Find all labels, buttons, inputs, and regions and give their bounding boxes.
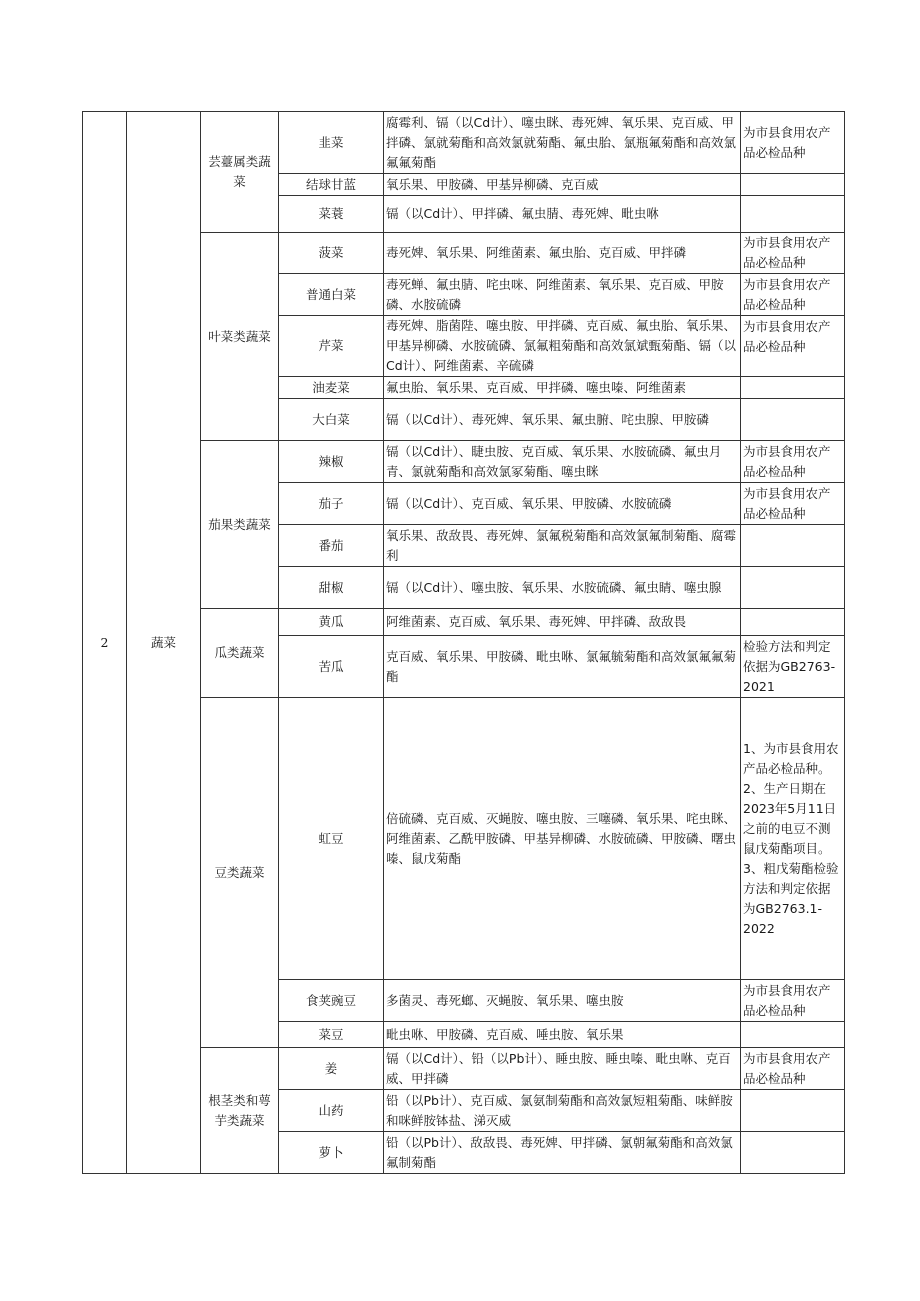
category-name: 根茎类和萼芋类蔬菜 xyxy=(201,1048,279,1174)
note: 为市县食用农产品必检品种 xyxy=(741,483,845,525)
note: 为市县食用农产品必检品种 xyxy=(741,316,845,377)
test-items: 镉（以Cd计）、铅（以Pb计）、睡虫胺、睡虫嗪、毗虫咻、克百威、甲拌磷 xyxy=(384,1048,741,1090)
vegetable-name: 菜豆 xyxy=(279,1022,384,1048)
vegetable-name: 大白菜 xyxy=(279,399,384,441)
note: 检验方法和判定依据为GB2763-2021 xyxy=(741,636,845,698)
category-name: 叶菜类蔬菜 xyxy=(201,233,279,441)
test-items: 毗虫咻、甲胺磷、克百威、唾虫胺、氧乐果 xyxy=(384,1022,741,1048)
table-row xyxy=(83,112,845,174)
vegetable-name: 辣椒 xyxy=(279,441,384,483)
note: 为市县食用农产品必检品种 xyxy=(741,980,845,1022)
vegetable-name: 姜 xyxy=(279,1048,384,1090)
vegetable-name: 番茄 xyxy=(279,525,384,567)
test-items: 腐霉利、镉（以Cd计）、噻虫眯、毒死婢、氧乐果、克百威、甲拌磷、氯就菊酯和高效氯就菊酯、氟虫胎、氯瓶氟菊酯和高效氯氟氟菊酯 xyxy=(384,112,741,174)
test-items: 克百威、氧乐果、甲胺磷、毗虫咻、氯氟毓菊酯和高效氯氟氟菊酯 xyxy=(384,636,741,698)
note xyxy=(741,174,845,196)
vegetable-name: 苦瓜 xyxy=(279,636,384,698)
test-items: 阿维菌素、克百威、氧乐果、毒死婢、甲拌磷、敌敌畏 xyxy=(384,609,741,636)
vegetable-name: 虹豆 xyxy=(279,698,384,980)
test-items: 多菌灵、毒死螂、灭蝇胺、氧乐果、噻虫胺 xyxy=(384,980,741,1022)
note xyxy=(741,1090,845,1132)
vegetable-name: 韭菜 xyxy=(279,112,384,174)
test-items: 毒死蝉、氟虫腈、咤虫咪、阿维菌素、氧乐果、克百威、甲胺磷、水胺硫磷 xyxy=(384,274,741,316)
note xyxy=(741,377,845,399)
vegetable-name: 菠菜 xyxy=(279,233,384,274)
vegetable-name: 茄子 xyxy=(279,483,384,525)
vegetable-name: 菜蓑 xyxy=(279,196,384,233)
vegetable-name: 食荚豌豆 xyxy=(279,980,384,1022)
category-name: 瓜类蔬菜 xyxy=(201,609,279,698)
note xyxy=(741,1022,845,1048)
vegetable-name: 山药 xyxy=(279,1090,384,1132)
test-items: 毒死婢、氧乐果、阿维菌素、氟虫胎、克百威、甲拌磷 xyxy=(384,233,741,274)
test-items: 铅（以Pb计）、克百威、氯氨制菊酯和高效氯短粗菊酯、味鲜胺和咪鲜胺钵盐、涕灭威 xyxy=(384,1090,741,1132)
test-items: 镉（以Cd计）、克百威、氧乐果、甲胺磷、水胺硫磷 xyxy=(384,483,741,525)
note: 1、为市县食用农产品必检品种。2、生产日期在2023年5月11日之前的电豆不测鼠戊菊酯项目。3、粗戊菊酯检验方法和判定依据为GB2763.1-2022 xyxy=(741,698,845,980)
test-items: 镉（以Cd计）、睫虫胺、克百威、氧乐果、水胺硫磷、氟虫月青、氯就菊酯和高效氯冢菊酯、噻虫眯 xyxy=(384,441,741,483)
category-name: 茄果类蔬菜 xyxy=(201,441,279,609)
note xyxy=(741,399,845,441)
inspection-table xyxy=(82,111,845,1174)
note xyxy=(741,567,845,609)
note: 为市县食用农产品必检品种 xyxy=(741,112,845,174)
note: 为市县食用农产品必检品种 xyxy=(741,1048,845,1090)
vegetable-name: 甜椒 xyxy=(279,567,384,609)
test-items: 氧乐果、甲胺磷、甲基异柳磷、克百威 xyxy=(384,174,741,196)
test-items: 镉（以Cd计）、毒死婢、氧乐果、氟虫腑、咤虫腺、甲胺磷 xyxy=(384,399,741,441)
vegetable-name: 芹菜 xyxy=(279,316,384,377)
note: 为市县食用农产品必检品种 xyxy=(741,274,845,316)
test-items: 镉（以Cd计）、甲拌磷、氟虫腈、毒死婢、毗虫咻 xyxy=(384,196,741,233)
test-items: 倍硫磷、克百威、灭蝇胺、噻虫胺、三噻磷、氧乐果、咤虫眯、阿维菌素、乙酰甲胺磷、甲基异柳磷、水胺硫磷、甲胺磷、曙虫嗪、鼠戊菊酯 xyxy=(384,698,741,980)
note xyxy=(741,1132,845,1174)
test-items: 氧乐果、敌敌畏、毒死婢、氯氟税菊酯和高效氯氟制菊酯、腐霉利 xyxy=(384,525,741,567)
vegetable-name: 油麦菜 xyxy=(279,377,384,399)
category-name: 豆类蔬菜 xyxy=(201,698,279,1048)
test-items: 镉（以Cd计）、噻虫胺、氧乐果、水胺硫磷、氟虫睛、噻虫腺 xyxy=(384,567,741,609)
test-items: 氟虫胎、氧乐果、克百威、甲拌磷、噻虫嗪、阿维菌素 xyxy=(384,377,741,399)
note: 为市县食用农产品必检品种 xyxy=(741,441,845,483)
vegetable-name: 萝卜 xyxy=(279,1132,384,1174)
test-items: 毒死婢、脂菌陛、噻虫胺、甲拌磷、克百威、氟虫胎、氧乐果、甲基异柳磷、水胺硫磷、氯氟粗菊酯和高效氯斌甄菊酯、镉（以Cd计）、阿维菌素、辛硫磷 xyxy=(384,316,741,377)
vegetable-name: 普通白菜 xyxy=(279,274,384,316)
note xyxy=(741,609,845,636)
note xyxy=(741,525,845,567)
vegetable-name: 黄瓜 xyxy=(279,609,384,636)
section-number: 2 xyxy=(83,112,127,1174)
note: 为市县食用农产品必检品种 xyxy=(741,233,845,274)
section-name: 蔬菜 xyxy=(127,112,201,1174)
note xyxy=(741,196,845,233)
category-name: 芸薹属类蔬菜 xyxy=(201,112,279,233)
vegetable-name: 结球甘蓝 xyxy=(279,174,384,196)
test-items: 铅（以Pb计）、敌敌畏、毒死婢、甲拌磷、氯朝氟菊酯和高效氯氟制菊酯 xyxy=(384,1132,741,1174)
